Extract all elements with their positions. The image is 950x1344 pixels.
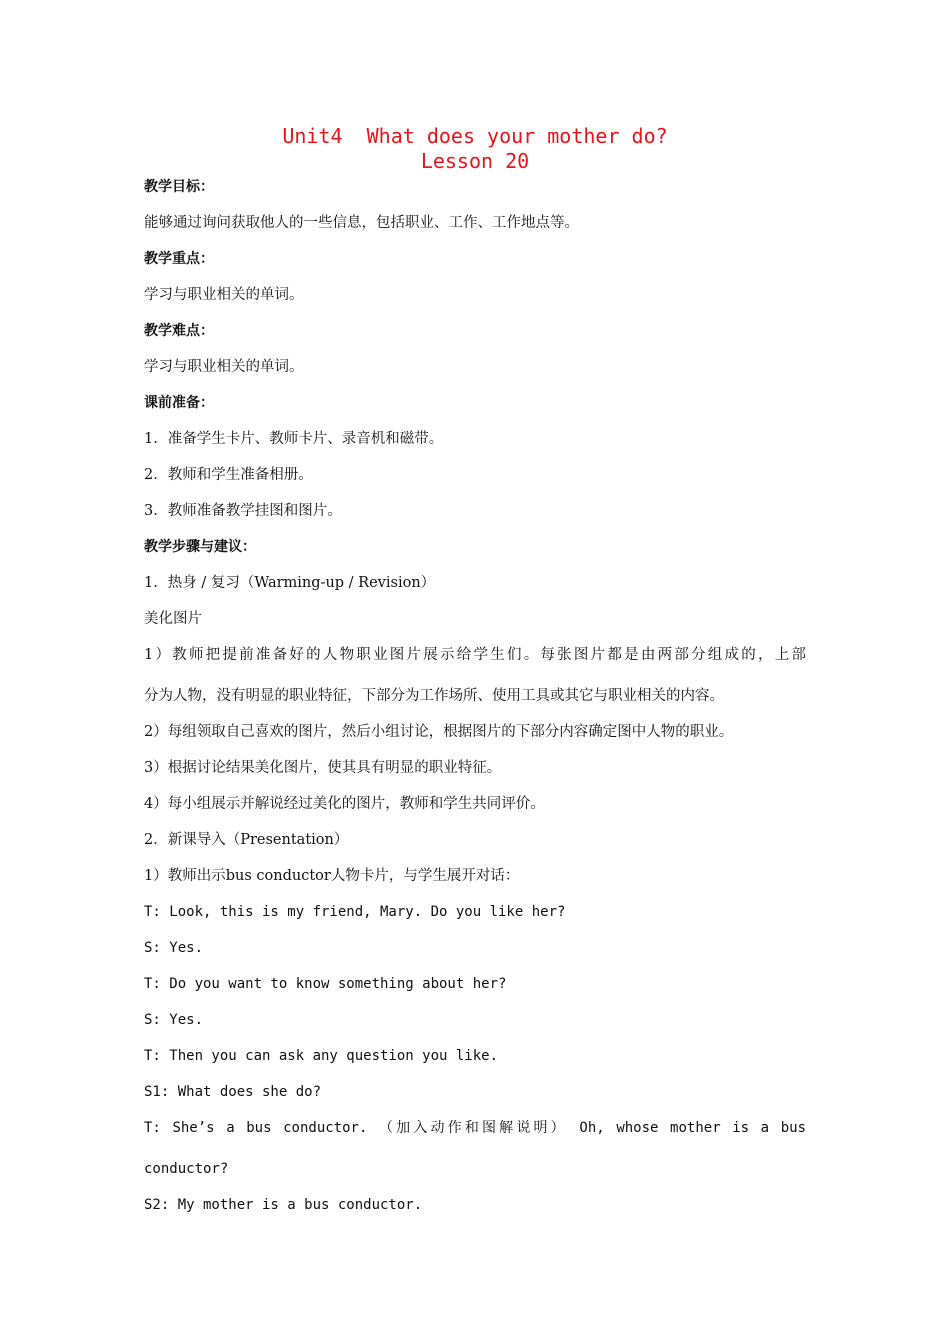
goal-text: 能够通过询问获取他人的一些信息，包括职业、工作、工作地点等。 [144, 215, 579, 231]
prep-item: 2．教师和学生准备相册。 [144, 467, 313, 483]
difficult-text: 学习与职业相关的单词。 [144, 359, 304, 375]
dialogue-line: S: Yes. [144, 940, 204, 956]
steps-heading: 教学步骤与建议： [144, 539, 256, 555]
prep-item: 3．教师准备教学挂图和图片。 [144, 503, 342, 519]
difficult-heading: 教学难点： [144, 323, 214, 339]
dialogue-line: T: Then you can ask any question you like. [144, 1048, 499, 1064]
document-title: Unit4 What does your mother do? [282, 124, 668, 148]
step1-item: 4）每小组展示并解说经过美化的图片，教师和学生共同评价。 [144, 796, 545, 812]
dialogue-line: S1: What does she do? [144, 1084, 322, 1100]
dialogue-line: T: Look, this is my friend, Mary. Do you like her? [144, 904, 566, 920]
prep-item: 1．准备学生卡片、教师卡片、录音机和磁带。 [144, 431, 444, 447]
dialogue-line: S: Yes. [144, 1012, 204, 1028]
step1-subtitle: 美化图片 [144, 611, 202, 627]
step1-item: 1）教师把提前准备好的人物职业图片展示给学生们。每张图片都是由两部分组成的，上部 [144, 647, 806, 663]
dialogue-line: S2: My mother is a bus conductor. [144, 1197, 423, 1213]
step1-item: 2）每组领取自己喜欢的图片，然后小组讨论，根据图片的下部分内容确定图中人物的职业。 [144, 724, 734, 740]
lesson-title: Lesson 20 [420, 149, 530, 173]
goal-heading: 教学目标： [144, 179, 214, 195]
dialogue-line: T: Do you want to know something about her? [144, 976, 507, 992]
prep-heading: 课前准备： [144, 395, 214, 411]
dialogue-line: conductor? [144, 1161, 229, 1177]
step2-intro: 1）教师出示bus conductor人物卡片，与学生展开对话： [144, 868, 520, 884]
step1-title: 1．热身 / 复习（Warming-up / Revision） [144, 575, 436, 591]
dialogue-line: T: She’s a bus conductor. （加入动作和图解说明） Oh, whose mother is a bus [144, 1120, 806, 1136]
step1-item: 分为人物，没有明显的职业特征，下部分为工作场所、使用工具或其它与职业相关的内容。 [144, 688, 724, 704]
step1-item: 3）根据讨论结果美化图片，使其具有明显的职业特征。 [144, 760, 502, 776]
step2-title: 2．新课导入（Presentation） [144, 832, 349, 848]
key-text: 学习与职业相关的单词。 [144, 287, 304, 303]
key-heading: 教学重点： [144, 251, 214, 267]
